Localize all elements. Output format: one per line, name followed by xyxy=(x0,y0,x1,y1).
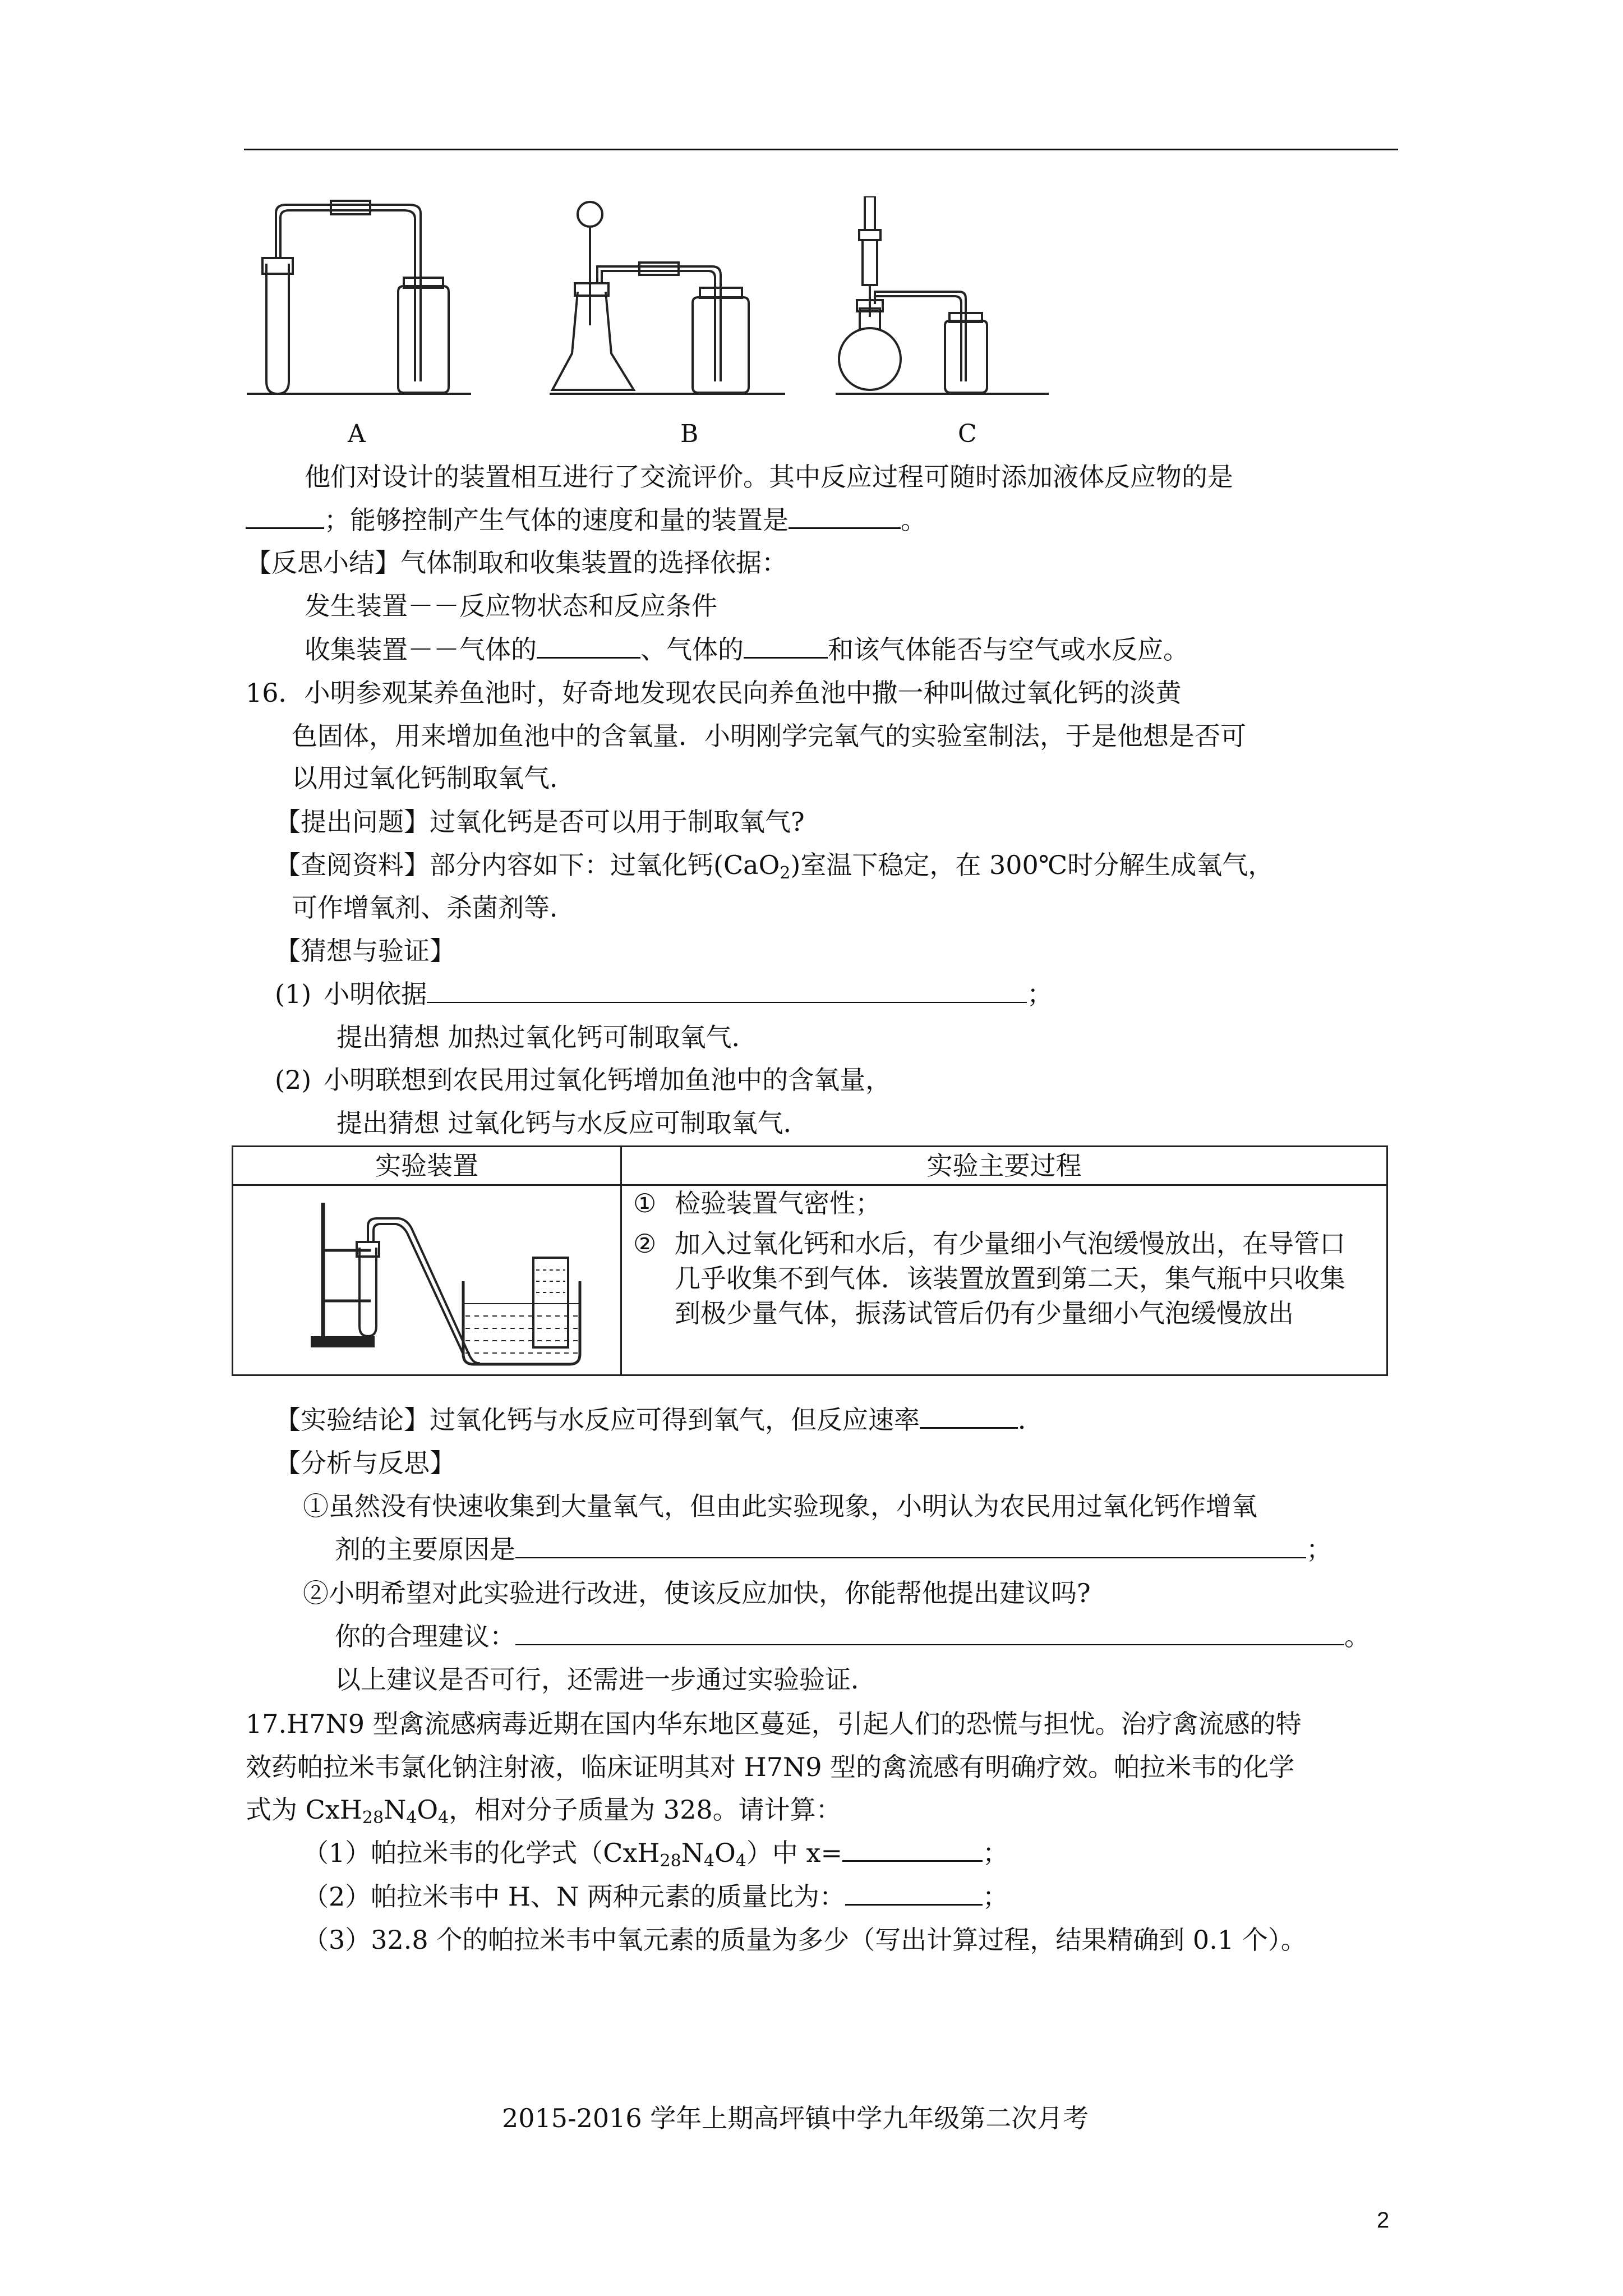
step-1-text: 检验装置气密性； xyxy=(675,1188,881,1218)
answer-blank-add-liquid[interactable] xyxy=(246,503,324,529)
figure-label-c: C xyxy=(958,420,977,448)
analysis-title: 【分析与反思】 xyxy=(275,1448,455,1478)
q16-line1: 16．小明参观某养鱼池时，好奇地发现农民向养鱼池中撒一种叫做过氧化钙的淡黄 xyxy=(246,678,1182,708)
process-cell xyxy=(621,1185,1387,1375)
experiment-apparatus-figure xyxy=(233,1186,620,1374)
guess-2-hypothesis: 提出猜想 过氧化钙与水反应可制取氧气． xyxy=(336,1108,809,1138)
apparatus-c xyxy=(836,196,1049,394)
q17-part2: （2）帕拉米韦中 H、N 两种元素的质量比为： ； xyxy=(303,1879,1008,1913)
figure-label-b: B xyxy=(680,420,699,448)
q17-line3: 式为 $CxH_{28}N_4O_4$，相对分子质量为 328。请计算： xyxy=(246,1795,842,1828)
answer-blank-gas-property-2[interactable] xyxy=(744,632,828,659)
apparatus-b xyxy=(550,202,785,394)
step-2-number: ② xyxy=(633,1228,657,1259)
q17-part1: （1）帕拉米韦的化学式$(CxH_{28}N_4O_4)$中 x= ； xyxy=(303,1835,1008,1878)
answer-blank-control-rate[interactable] xyxy=(789,503,901,529)
apparatus-a xyxy=(247,201,471,394)
collector-basis: 收集装置－－气体的 、气体的 和该气体能否与空气或水反应。 xyxy=(305,632,1189,666)
analysis-1-line1: ①虽然没有快速收集到大量氧气，但由此实验现象，小明认为农民用过氧化钙作增氧 xyxy=(303,1491,1257,1521)
apparatus-figure xyxy=(236,196,1054,432)
analysis-2-line1: ②小明希望对此实验进行改进，使该反应加快，你能帮他提出建议吗? xyxy=(303,1578,1091,1608)
q17-part3: （3）32.8 个的帕拉米韦中氧元素的质量为多少（写出计算过程，结果精确到 0.1 个）。 xyxy=(303,1925,1307,1955)
generator-basis: 发生装置－－反应物状态和反应条件 xyxy=(305,591,717,621)
q16-info: 【查阅资料】部分内容如下：过氧化钙(CaO$_2$)室温下稳定，在 300℃时分解生成氧气， xyxy=(275,850,1274,883)
table-header-process: 实验主要过程 xyxy=(621,1147,1387,1185)
answer-blank-basis[interactable] xyxy=(427,977,1027,1003)
p15-line2: ；能够控制产生气体的速度和量的装置是 。 xyxy=(246,503,926,537)
answer-blank-rate[interactable] xyxy=(920,1402,1018,1429)
answer-blank-main-reason[interactable] xyxy=(515,1533,1306,1558)
analysis-2-line2: 你的合理建议： 。 xyxy=(335,1619,1370,1653)
experiment-conclusion: 【实验结论】过氧化钙与水反应可得到氧气，但反应速率 ． xyxy=(275,1402,1044,1437)
analysis-1-line2: 剂的主要原因是 ； xyxy=(335,1533,1332,1566)
page-number: 2 xyxy=(1377,2208,1390,2233)
figure-label-a: A xyxy=(348,420,366,448)
step-2-text: 加入过氧化钙和水后，有少量细小气泡缓慢放出，在导管口几乎收集不到气体．该装置放置到第二天，集气瓶中只收集到极少量气体，振荡试管后仍有少量细小气泡缓慢放出 xyxy=(675,1228,1345,1328)
q16-info-cont: 可作增氧剂、杀菌剂等． xyxy=(292,892,575,923)
experiment-table xyxy=(232,1145,1388,1376)
answer-blank-suggestion[interactable] xyxy=(515,1619,1344,1645)
guess-1: (1) 小明依据 ； xyxy=(275,977,1053,1011)
q17-line1: 17.H7N9 型禽流感病毒近期在国内华东地区蔓延，引起人们的恐慌与担忧。治疗禽流感的特 xyxy=(246,1709,1302,1739)
guess-2: (2) 小明联想到农民用过氧化钙增加鱼池中的含氧量， xyxy=(275,1065,892,1095)
q16-line3: 以用过氧化钙制取氧气． xyxy=(292,763,575,793)
reflect-title: 【反思小结】气体制取和收集装置的选择依据： xyxy=(246,547,787,578)
q17-line2: 效药帕拉米韦氯化钠注射液，临床证明其对 H7N9 型的禽流感有明确疗效。帕拉米韦的化学 xyxy=(246,1752,1295,1782)
answer-blank-mass-ratio[interactable] xyxy=(845,1879,983,1906)
guess-title: 【猜想与验证】 xyxy=(275,936,455,966)
q16-line2: 色固体，用来增加鱼池中的含氧量．小明刚学完氧气的实验室制法，于是他想是否可 xyxy=(292,721,1246,751)
apparatus-cell xyxy=(233,1185,621,1375)
q16-question: 【提出问题】过氧化钙是否可以用于制取氧气? xyxy=(275,807,805,837)
footer-title: 2015-2016 学年上期高坪镇中学九年级第二次月考 xyxy=(502,2103,1089,2133)
guess-1-hypothesis: 提出猜想 加热过氧化钙可制取氧气． xyxy=(336,1022,758,1052)
table-header-apparatus: 实验装置 xyxy=(233,1147,621,1185)
analysis-2-line3: 以上建议是否可行，还需进一步通过实验验证． xyxy=(335,1664,877,1695)
answer-blank-x[interactable] xyxy=(842,1835,983,1862)
answer-blank-gas-property-1[interactable] xyxy=(537,632,640,659)
step-1-number: ① xyxy=(633,1188,657,1218)
header-rule xyxy=(244,149,1398,150)
p15-line1: 他们对设计的装置相互进行了交流评价。其中反应过程可随时添加液体反应物的是 xyxy=(305,462,1233,492)
